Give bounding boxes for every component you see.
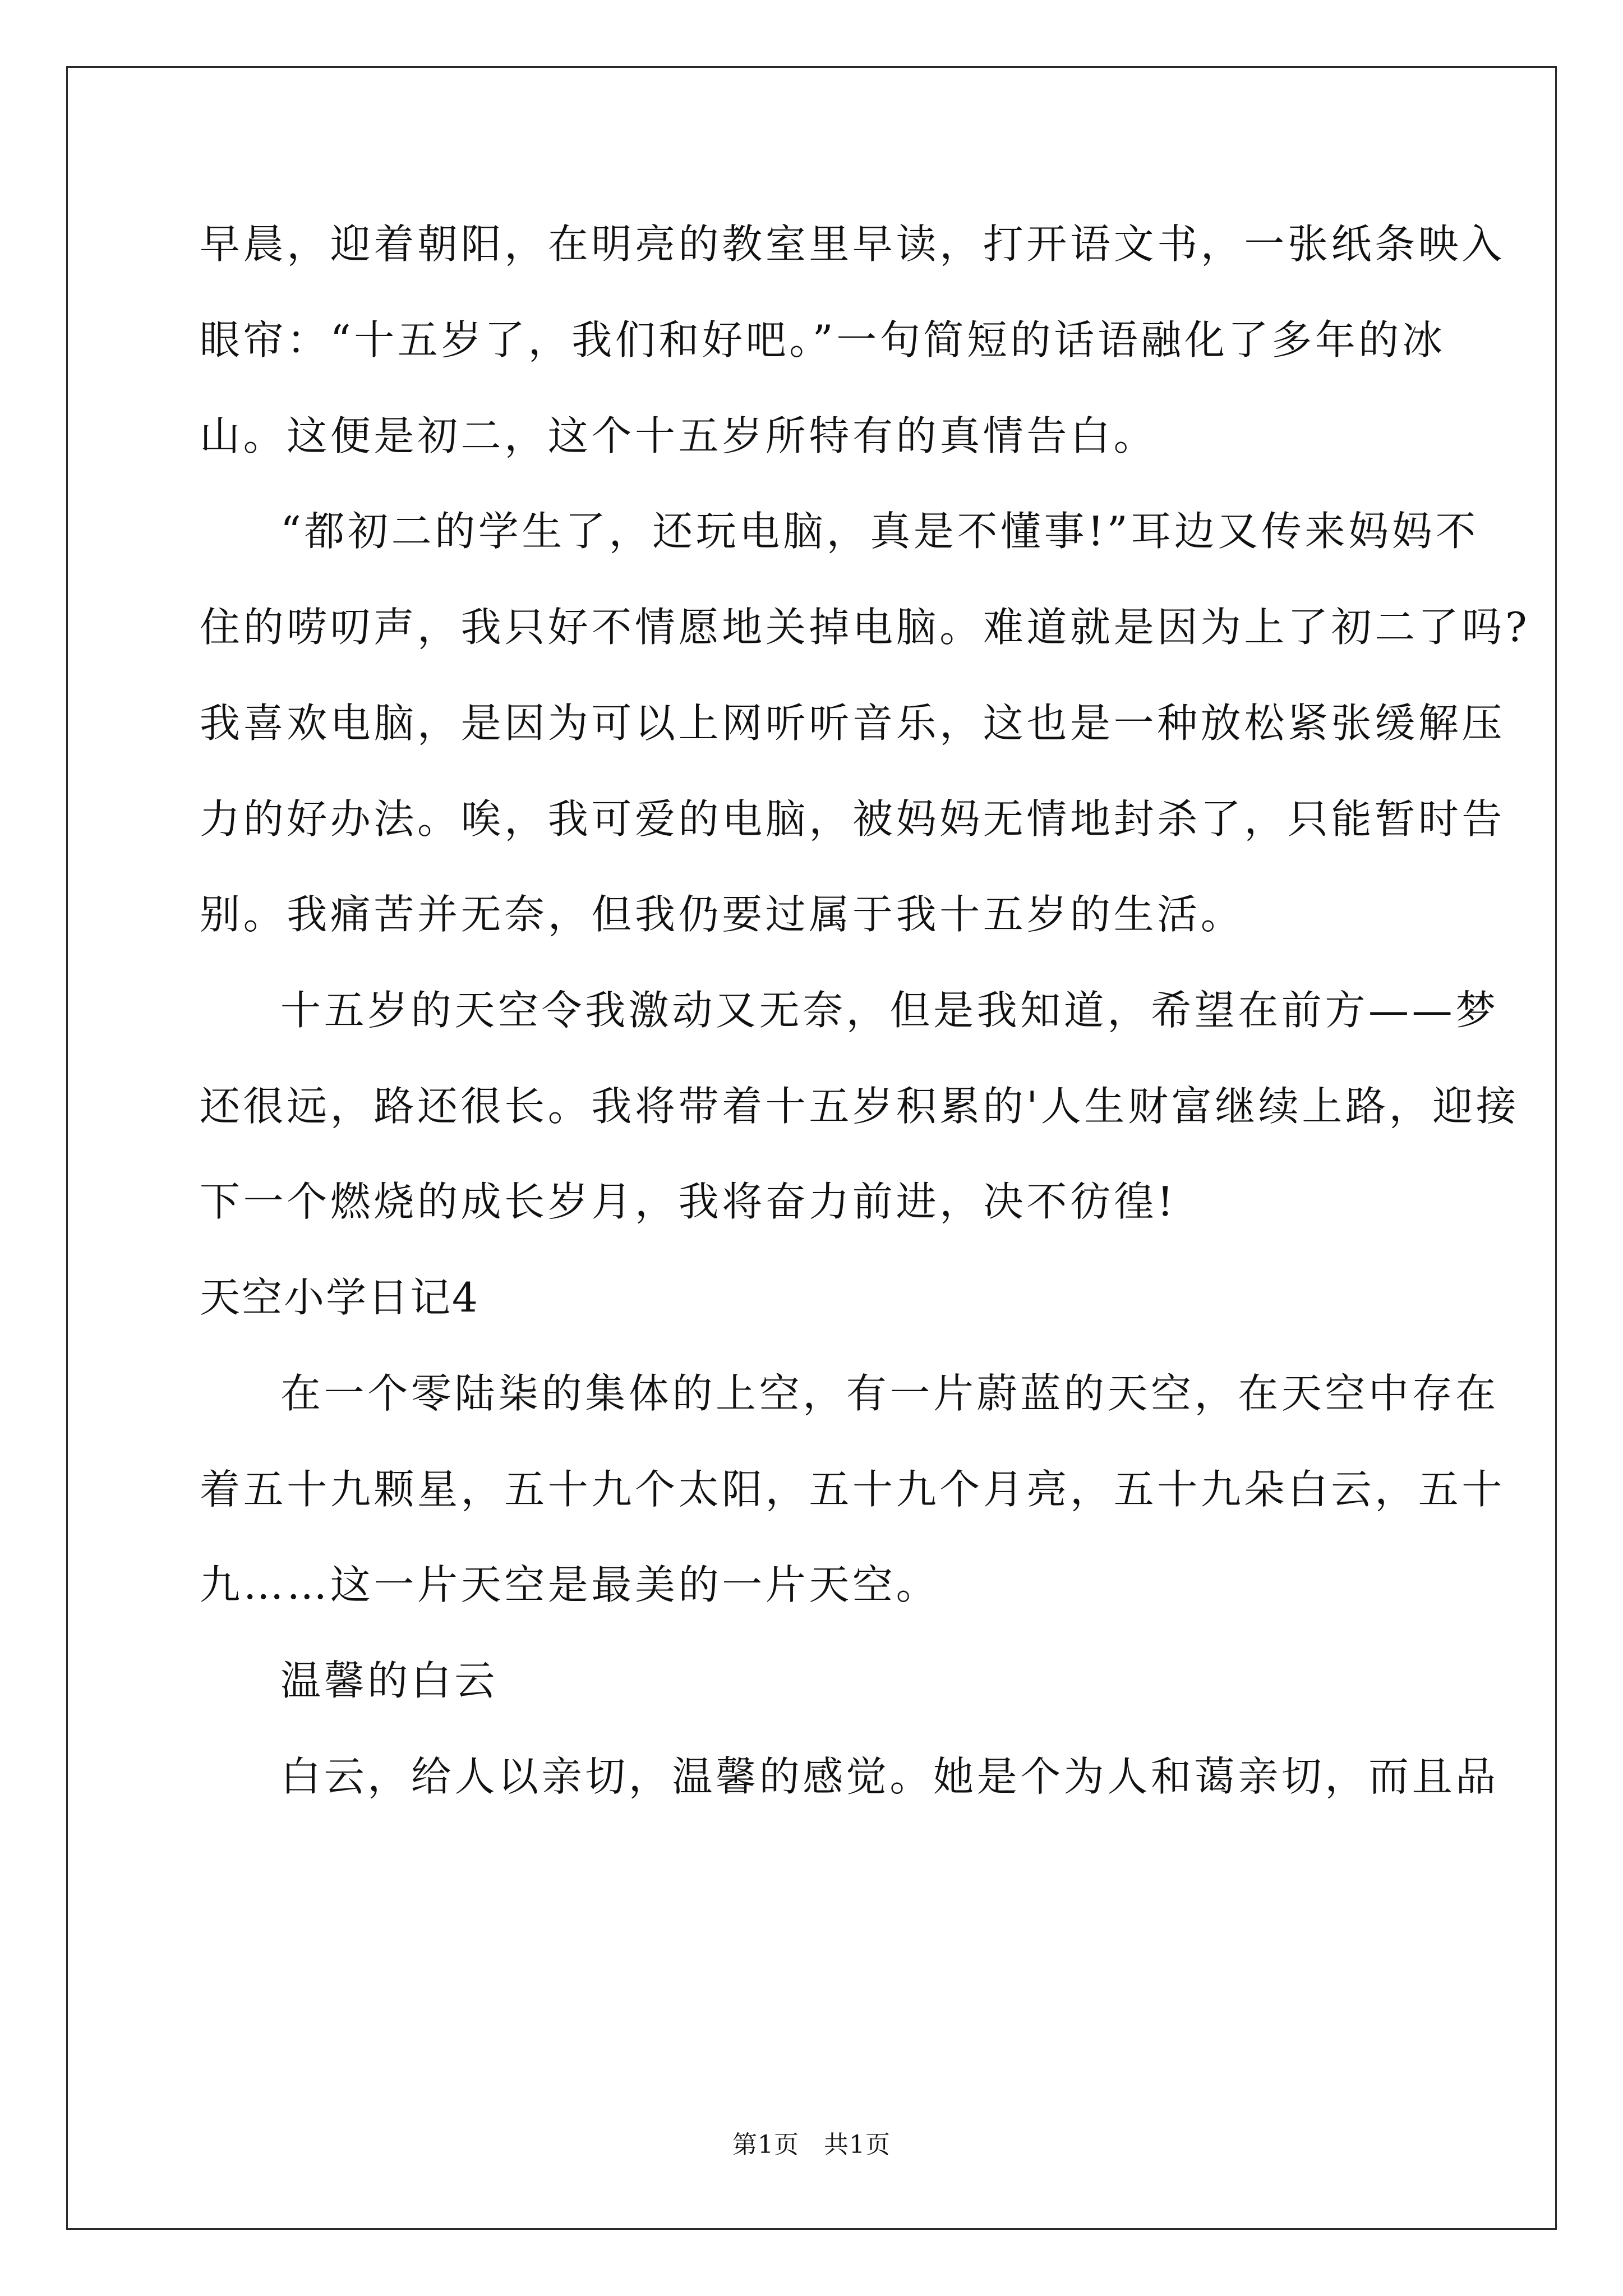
text-line: 住的唠叨声，我只好不情愿地关掉电脑。难道就是因为上了初二了吗? — [200, 604, 1530, 651]
subheading: 温馨的白云 — [280, 1657, 499, 1704]
text-line: 白云，给人以亲切，温馨的感觉。她是个为人和蔼亲切，而且品 — [280, 1753, 1499, 1800]
text-line: 着五十九颗星，五十九个太阳，五十九个月亮，五十九朵白云，五十 — [200, 1466, 1506, 1513]
text-line: 别。我痛苦并无奈，但我仍要过属于我十五岁的生活。 — [200, 891, 1244, 938]
text-line: 在一个零陆柒的集体的上空，有一片蔚蓝的天空，在天空中存在 — [280, 1370, 1499, 1417]
text-line: 下一个燃烧的成长岁月，我将奋力前进，决不彷徨! — [200, 1178, 1177, 1225]
section-heading: 天空小学日记4 — [200, 1274, 479, 1321]
text-line: 眼帘：“十五岁了，我们和好吧。”一句简短的话语融化了多年的冰 — [200, 316, 1446, 364]
page-footer — [0, 2133, 1623, 2157]
text-line: 山。这便是初二，这个十五岁所特有的真情告白。 — [200, 412, 1158, 459]
text-line: 我喜欢电脑，是因为可以上网听听音乐，这也是一种放松紧张缓解压 — [200, 700, 1506, 747]
text-line: 还很远，路还很长。我将带着十五岁积累的'人生财富继续上路，迎接 — [200, 1083, 1520, 1130]
text-line: 早晨，迎着朝阳，在明亮的教室里早读，打开语文书，一张纸条映入 — [200, 220, 1506, 268]
page-border — [66, 66, 1557, 2230]
text-line: 九……这一片天空是最美的一片天空。 — [200, 1561, 940, 1608]
page-total: 共1页 — [824, 2131, 891, 2159]
text-line: “都初二的学生了，还玩电脑，真是不懂事!”耳边又传来妈妈不 — [280, 508, 1479, 555]
text-line: 力的好办法。唉，我可爱的电脑，被妈妈无情地封杀了，只能暂时告 — [200, 795, 1506, 843]
text-line: 十五岁的天空令我激动又无奈，但是我知道，希望在前方——梦 — [280, 987, 1499, 1034]
page-number: 第1页 — [732, 2131, 799, 2159]
